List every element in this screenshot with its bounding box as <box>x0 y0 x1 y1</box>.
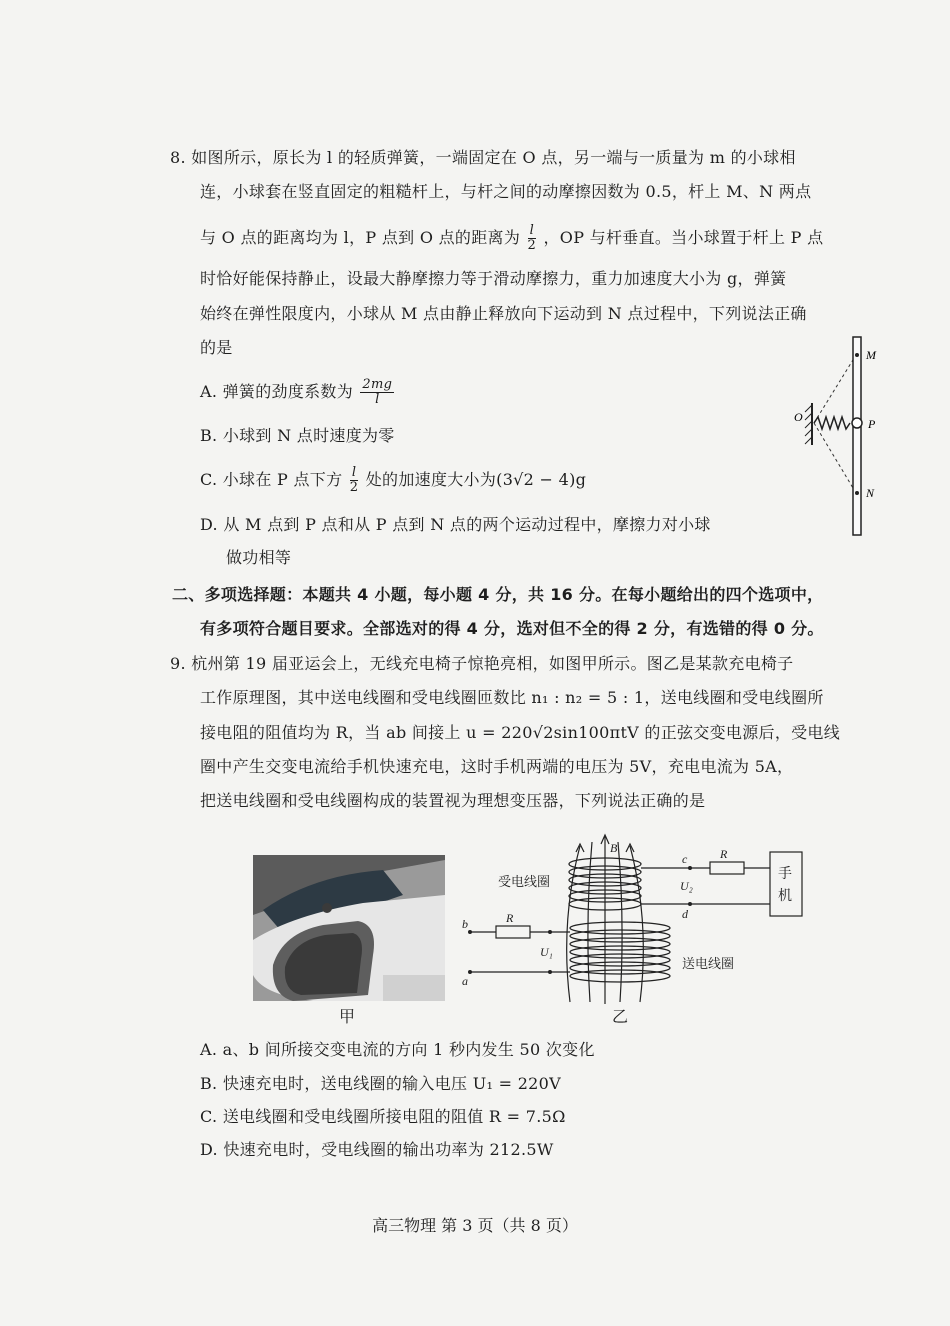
q9-line-4: 圈中产生交变电流给手机快速充电，这时手机两端的电压为 5V，充电电流为 5A， <box>200 757 794 776</box>
q8-line-3-post: ，OP 与杆垂直。当小球置于杆上 P 点 <box>543 228 824 247</box>
label-r-send: R <box>506 911 514 925</box>
label-n: N <box>866 486 875 500</box>
q8-fraction-half-l <box>528 224 537 253</box>
q8-option-b: B. 小球到 N 点时速度为零 <box>200 426 395 445</box>
vertical-rod <box>853 337 861 535</box>
label-receive-coil: 受电线圈 <box>498 874 551 889</box>
q8-option-d-line-1: D. 从 M 点到 P 点和从 P 点到 N 点的两个运动过程中，摩擦力对小球 <box>200 515 711 534</box>
q8-fraction-2mg-l <box>360 378 394 407</box>
q8-option-c <box>200 466 586 495</box>
q9-line-3: 接电阻的阻值均为 R，当 ab 间接上 u = 220√2sin100πtV 的正弦交变电源后，受电线 <box>200 723 841 742</box>
q8-line-3 <box>200 224 823 253</box>
terminal-b <box>468 930 472 934</box>
page-footer: 高三物理 第 3 页（共 8 页） <box>372 1216 578 1235</box>
chair-illustration <box>253 855 445 1001</box>
fraction-numerator: l <box>528 224 537 239</box>
send-wires <box>470 926 570 972</box>
fraction-denominator: l <box>375 392 380 407</box>
ball <box>852 418 862 428</box>
section-2-heading-line-1: 二、多项选择题：本题共 4 小题，每小题 4 分，共 16 分。在每小题给出的四个选项中， <box>172 585 824 604</box>
q8-line-5: 始终在弹性限度内，小球从 M 点由静止释放向下运动到 N 点过程中，下列说法正确 <box>200 304 807 323</box>
q8-option-a-text: A. 弹簧的劲度系数为 <box>200 382 354 401</box>
q9-option-b: B. 快速充电时，送电线圈的输入电压 U₁ = 220V <box>200 1074 561 1093</box>
q9-line-5: 把送电线圈和受电线圈构成的装置视为理想变压器，下列说法正确的是 <box>200 791 706 810</box>
q8-line-4: 时恰好能保持静止，设最大静摩擦力等于滑动摩擦力，重力加速度大小为 g，弹簧 <box>200 269 787 288</box>
q9-line-1: 9. 杭州第 19 届亚运会上，无线充电椅子惊艳亮相，如图甲所示。图乙是某款充电椅子 <box>170 654 794 673</box>
figure-yi-caption: 乙 <box>612 1007 629 1026</box>
dashed-line-om <box>814 355 856 423</box>
label-u2: U₂ <box>680 879 693 893</box>
label-p: P <box>868 417 876 431</box>
label-b-terminal: b <box>462 917 468 931</box>
label-u1: U₁ <box>540 945 553 959</box>
spring <box>814 417 850 429</box>
q9-option-c: C. 送电线圈和受电线圈所接电阻的阻值 R = 7.5Ω <box>200 1107 566 1126</box>
q8-fraction-half-l-c <box>350 466 359 495</box>
terminal-c <box>688 866 692 870</box>
label-b-field: B <box>610 841 618 855</box>
q9-line-2: 工作原理图，其中送电线圈和受电线圈匝数比 n₁ : n₂ = 5 : 1，送电线圈和受电线圈所 <box>200 688 824 707</box>
q9-option-d: D. 快速充电时，受电线圈的输出功率为 212.5W <box>200 1140 554 1159</box>
figure-jia-caption: 甲 <box>339 1007 356 1026</box>
send-coil <box>570 922 670 982</box>
q8-option-c-pre: C. 小球在 P 点下方 <box>200 470 343 489</box>
fraction-denominator: 2 <box>527 238 537 253</box>
dashed-line-on <box>814 423 856 493</box>
point-m <box>855 353 859 357</box>
q8-option-c-post: 处的加速度大小为(3√2 − 4)g <box>365 470 587 489</box>
q8-line-6: 的是 <box>200 338 233 357</box>
section-2-heading-line-2: 有多项符合题目要求。全部选对的得 4 分，选对但不全的得 2 分，有选错的得 0 分。 <box>200 619 824 638</box>
chair-photo <box>253 855 445 1001</box>
label-d: d <box>682 907 688 921</box>
q9-option-a: A. a、b 间所接交变电流的方向 1 秒内发生 50 次变化 <box>200 1040 595 1059</box>
label-c: c <box>682 852 688 866</box>
label-a-terminal: a <box>462 974 468 988</box>
junction-u1-top <box>548 930 552 934</box>
q8-line-2: 连，小球套在竖直固定的粗糙杆上，与杆之间的动摩擦因数为 0.5，杆上 M、N 两点 <box>200 182 812 201</box>
receive-wires <box>641 852 802 916</box>
q8-option-d-line-2: 做功相等 <box>226 548 292 567</box>
q8-line-1: 8. 如图所示，原长为 l 的轻质弹簧，一端固定在 O 点，另一端与一质量为 m 的小球相 <box>170 148 796 167</box>
wireless-charging-circuit <box>460 832 805 1012</box>
fraction-denominator: 2 <box>349 480 359 495</box>
fraction-numerator: l <box>350 466 359 481</box>
terminal-d <box>688 902 692 906</box>
label-o: O <box>794 410 803 424</box>
label-send-coil: 送电线圈 <box>682 956 735 971</box>
label-m: M <box>866 348 876 362</box>
label-r-receive: R <box>720 847 728 861</box>
terminal-a <box>468 970 472 974</box>
q8-line-3-pre: 与 O 点的距离均为 l，P 点到 O 点的距离为 <box>200 228 521 247</box>
label-phone-1: 手 <box>778 867 792 882</box>
q8-spring-rod-figure <box>790 335 890 545</box>
junction-u1-bottom <box>548 970 552 974</box>
fraction-numerator: 2mg <box>362 377 393 392</box>
q8-option-a <box>200 378 396 407</box>
wall-hatch <box>805 405 812 444</box>
label-phone-2: 机 <box>778 889 792 904</box>
point-n <box>855 491 859 495</box>
